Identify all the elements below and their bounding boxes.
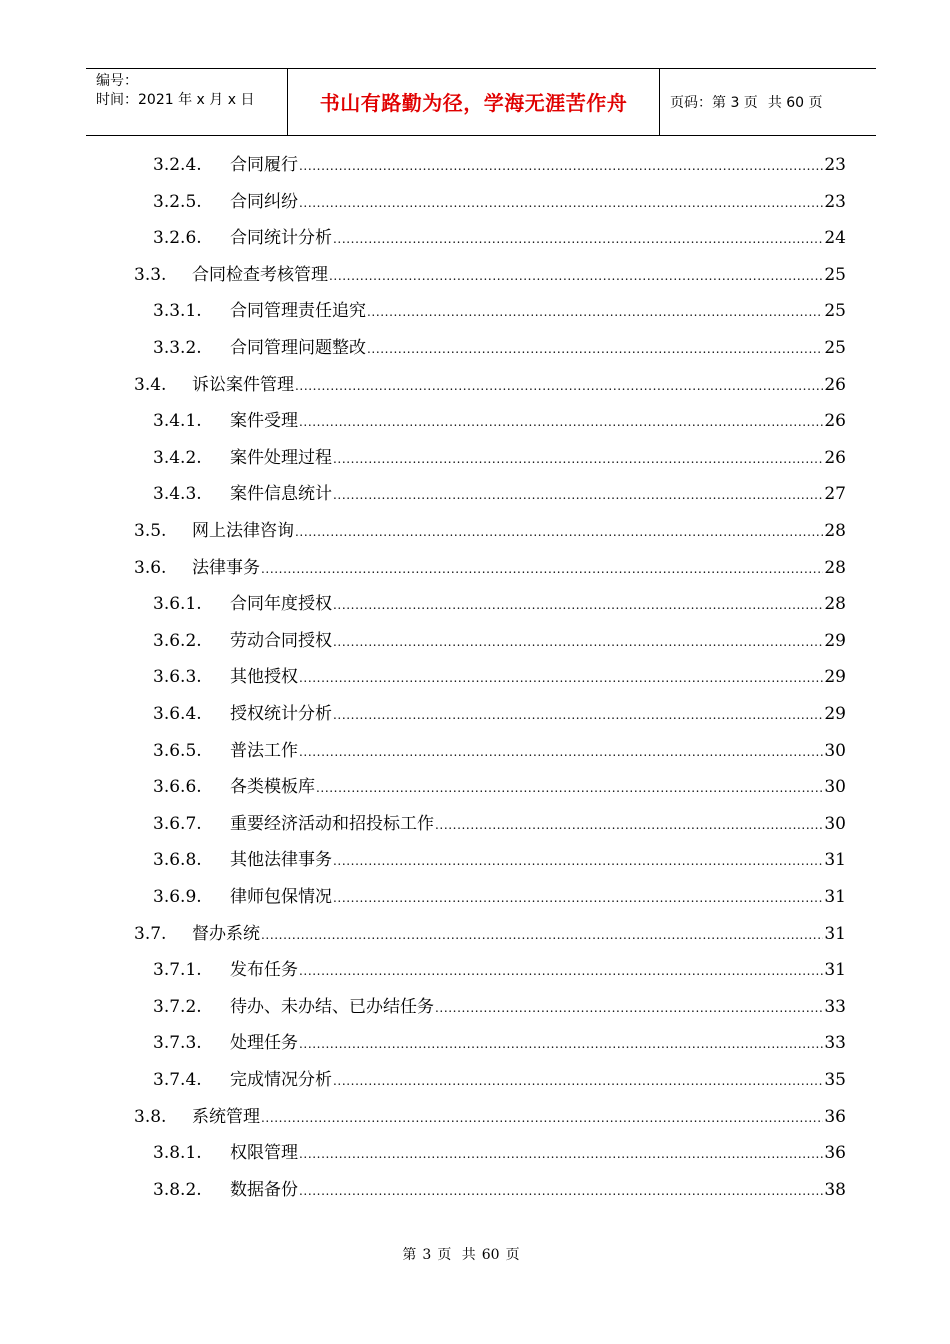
toc-dot-leader	[333, 447, 823, 471]
toc-entry-title: 其他授权	[230, 667, 298, 688]
toc-entry-page: 26	[824, 374, 846, 395]
toc-entry-page: 27	[824, 484, 846, 505]
toc-entry-number: 3.8.	[134, 1106, 167, 1127]
toc-entry-number: 3.6.8.	[153, 850, 202, 871]
toc-entry-number: 3.2.6.	[153, 228, 202, 249]
page-header	[86, 68, 876, 136]
toc-entry-title: 发布任务	[230, 960, 298, 981]
toc-entry[interactable]	[153, 1031, 846, 1055]
toc-dot-leader	[329, 264, 823, 288]
toc-entry-page: 23	[824, 191, 846, 212]
footer-word-gong: 共	[461, 1247, 476, 1263]
toc-entry-title: 法律事务	[192, 557, 260, 578]
toc-dot-leader	[299, 959, 823, 983]
page-footer	[0, 1246, 950, 1264]
toc-entry-title: 合同纠纷	[230, 191, 298, 212]
toc-entry-number: 3.2.5.	[153, 191, 202, 212]
toc-entry-page: 35	[824, 1070, 846, 1090]
toc-entry-number: 3.7.3.	[153, 1033, 202, 1054]
toc-entry-page: 30	[824, 777, 846, 798]
toc-entry[interactable]	[134, 519, 846, 543]
toc-entry[interactable]	[134, 556, 846, 580]
header-page-total: 共 60 页	[767, 95, 823, 111]
toc-dot-leader	[435, 996, 823, 1020]
toc-entry-number: 3.7.4.	[153, 1070, 202, 1090]
serial-label: 编号：	[96, 73, 138, 89]
header-meta	[86, 69, 287, 135]
toc-dot-leader	[333, 483, 823, 507]
toc-entry[interactable]	[134, 922, 846, 946]
toc-entry[interactable]	[153, 665, 846, 689]
toc-entry[interactable]	[153, 1178, 846, 1202]
toc-entry-title: 案件处理过程	[230, 447, 332, 468]
toc-entry-page: 26	[824, 447, 846, 468]
toc-dot-leader	[367, 337, 823, 361]
toc-dot-leader	[299, 740, 823, 764]
toc-entry[interactable]	[153, 995, 846, 1019]
toc-entry-number: 3.6.	[134, 557, 167, 578]
toc-entry-title: 督办系统	[192, 923, 260, 944]
toc-entry-number: 3.7.2.	[153, 996, 202, 1017]
toc-entry[interactable]	[153, 226, 846, 250]
toc-dot-leader	[333, 227, 823, 251]
toc-entry-number: 3.4.3.	[153, 484, 202, 505]
toc-dot-leader	[261, 1106, 823, 1130]
toc-entry[interactable]	[153, 1141, 846, 1165]
toc-entry-page: 36	[824, 1143, 846, 1164]
toc-entry-title: 数据备份	[230, 1179, 298, 1200]
toc-dot-leader	[333, 630, 823, 654]
toc-entry[interactable]	[134, 1105, 846, 1129]
toc-entry-page: 33	[824, 996, 846, 1017]
toc-entry-number: 3.6.5.	[153, 740, 202, 761]
toc-entry[interactable]	[153, 409, 846, 433]
toc-entry[interactable]	[153, 482, 846, 506]
toc-entry[interactable]	[153, 1068, 846, 1092]
toc-entry-title: 劳动合同授权	[230, 630, 332, 651]
toc-entry-page: 28	[824, 521, 846, 541]
toc-entry[interactable]	[153, 592, 846, 616]
header-page-info	[670, 69, 823, 135]
toc-entry[interactable]	[153, 885, 846, 909]
toc-entry-number: 3.5.	[134, 521, 167, 541]
toc-entry-page: 28	[824, 557, 846, 578]
footer-page-number: 3	[422, 1247, 432, 1263]
toc-entry[interactable]	[153, 848, 846, 872]
toc-entry[interactable]	[153, 336, 846, 360]
toc-dot-leader	[261, 923, 823, 947]
footer-total-pages: 60	[481, 1247, 500, 1263]
toc-entry[interactable]	[153, 446, 846, 470]
toc-entry-page: 31	[824, 850, 846, 871]
toc-entry-number: 3.6.1.	[153, 594, 202, 615]
toc-entry-page: 26	[824, 411, 846, 432]
toc-entry-page: 31	[824, 887, 846, 907]
toc-entry-page: 23	[824, 155, 846, 175]
toc-entry[interactable]	[153, 739, 846, 763]
toc-entry-page: 31	[824, 923, 846, 944]
toc-entry[interactable]	[153, 775, 846, 799]
toc-entry[interactable]	[153, 812, 846, 836]
toc-dot-leader	[299, 154, 823, 178]
toc-entry-number: 3.3.2.	[153, 338, 202, 358]
toc-dot-leader	[299, 191, 823, 215]
header-page-current: 页码：第 3 页	[670, 95, 758, 111]
toc-entry[interactable]	[153, 958, 846, 982]
toc-entry-number: 3.8.1.	[153, 1143, 202, 1164]
toc-entry-page: 31	[824, 960, 846, 981]
toc-entry-page: 29	[824, 630, 846, 651]
toc-dot-leader	[367, 300, 823, 324]
toc-entry-page: 30	[824, 813, 846, 834]
toc-entry-number: 3.3.	[134, 264, 167, 285]
toc-dot-leader	[435, 813, 823, 837]
toc-entry-number: 3.2.4.	[153, 155, 202, 175]
toc-entry-title: 合同管理问题整改	[230, 338, 366, 358]
toc-entry[interactable]	[134, 263, 846, 287]
toc-entry-title: 重要经济活动和招投标工作	[230, 813, 434, 834]
toc-entry-number: 3.6.9.	[153, 887, 202, 907]
toc-entry-number: 3.8.2.	[153, 1179, 202, 1200]
toc-entry[interactable]	[153, 702, 846, 726]
toc-entry-page: 29	[824, 704, 846, 724]
toc-entry-number: 3.6.7.	[153, 813, 202, 834]
toc-entry-title: 完成情况分析	[230, 1070, 332, 1090]
toc-entry-page: 33	[824, 1033, 846, 1054]
footer-word-di: 第	[402, 1247, 417, 1263]
toc-entry-title: 其他法律事务	[230, 850, 332, 871]
toc-entry-title: 律师包保情况	[230, 887, 332, 907]
toc-entry-number: 3.4.1.	[153, 411, 202, 432]
toc-entry-page: 24	[824, 228, 846, 249]
toc-entry-title: 授权统计分析	[230, 704, 332, 724]
toc-entry-title: 案件受理	[230, 411, 298, 432]
toc-entry-number: 3.6.6.	[153, 777, 202, 798]
toc-entry-title: 处理任务	[230, 1033, 298, 1054]
toc-dot-leader	[333, 703, 823, 727]
footer-word-ye-2: 页	[505, 1247, 520, 1263]
toc-entry-title: 普法工作	[230, 740, 298, 761]
toc-dot-leader	[333, 1069, 823, 1093]
toc-entry-page: 36	[824, 1106, 846, 1127]
toc-dot-leader	[299, 666, 823, 690]
footer-word-ye: 页	[437, 1247, 452, 1263]
toc-entry-title: 合同检查考核管理	[192, 264, 328, 285]
toc-entry-number: 3.4.2.	[153, 447, 202, 468]
toc-dot-leader	[295, 520, 823, 544]
toc-entry-title: 待办、未办结、已办结任务	[230, 996, 434, 1017]
toc-entry-number: 3.4.	[134, 374, 167, 395]
toc-entry-title: 合同履行	[230, 155, 298, 175]
header-motto: 书山有路勤为径，学海无涯苦作舟	[287, 69, 660, 135]
toc-dot-leader	[333, 593, 823, 617]
toc-entry[interactable]	[134, 373, 846, 397]
toc-entry-title: 系统管理	[192, 1106, 260, 1127]
toc-entry-title: 合同管理责任追究	[230, 301, 366, 322]
toc-entry-page: 25	[824, 338, 846, 358]
time-label: 时间：2021 年 x 月 x 日	[96, 92, 255, 108]
toc-entry-title: 权限管理	[230, 1143, 298, 1164]
toc-entry-number: 3.6.4.	[153, 704, 202, 724]
toc-entry[interactable]	[153, 629, 846, 653]
toc-dot-leader	[299, 1142, 823, 1166]
toc-dot-leader	[299, 1032, 823, 1056]
toc-entry-title: 诉讼案件管理	[192, 374, 294, 395]
toc-entry-page: 38	[824, 1179, 846, 1200]
toc-dot-leader	[295, 374, 823, 398]
toc-dot-leader	[299, 410, 823, 434]
toc-entry-page: 30	[824, 740, 846, 761]
toc-entry-title: 合同统计分析	[230, 228, 332, 249]
toc-entry-number: 3.7.	[134, 923, 167, 944]
toc-entry-page: 25	[824, 301, 846, 322]
toc-dot-leader	[316, 776, 823, 800]
toc-dot-leader	[333, 886, 823, 910]
toc-dot-leader	[333, 849, 823, 873]
toc-entry-title: 网上法律咨询	[192, 521, 294, 541]
toc-entry-page: 28	[824, 594, 846, 615]
toc-entry-number: 3.3.1.	[153, 301, 202, 322]
toc-entry-page: 29	[824, 667, 846, 688]
toc-entry[interactable]	[153, 153, 846, 177]
toc-entry-title: 各类模板库	[230, 777, 315, 798]
toc-entry-number: 3.7.1.	[153, 960, 202, 981]
toc-entry-number: 3.6.3.	[153, 667, 202, 688]
toc-entry-number: 3.6.2.	[153, 630, 202, 651]
toc-dot-leader	[299, 1179, 823, 1203]
toc-entry-page: 25	[824, 264, 846, 285]
toc-entry[interactable]	[153, 190, 846, 214]
toc-entry-title: 案件信息统计	[230, 484, 332, 505]
toc-dot-leader	[261, 557, 823, 581]
toc-entry-title: 合同年度授权	[230, 594, 332, 615]
toc-entry[interactable]	[153, 299, 846, 323]
